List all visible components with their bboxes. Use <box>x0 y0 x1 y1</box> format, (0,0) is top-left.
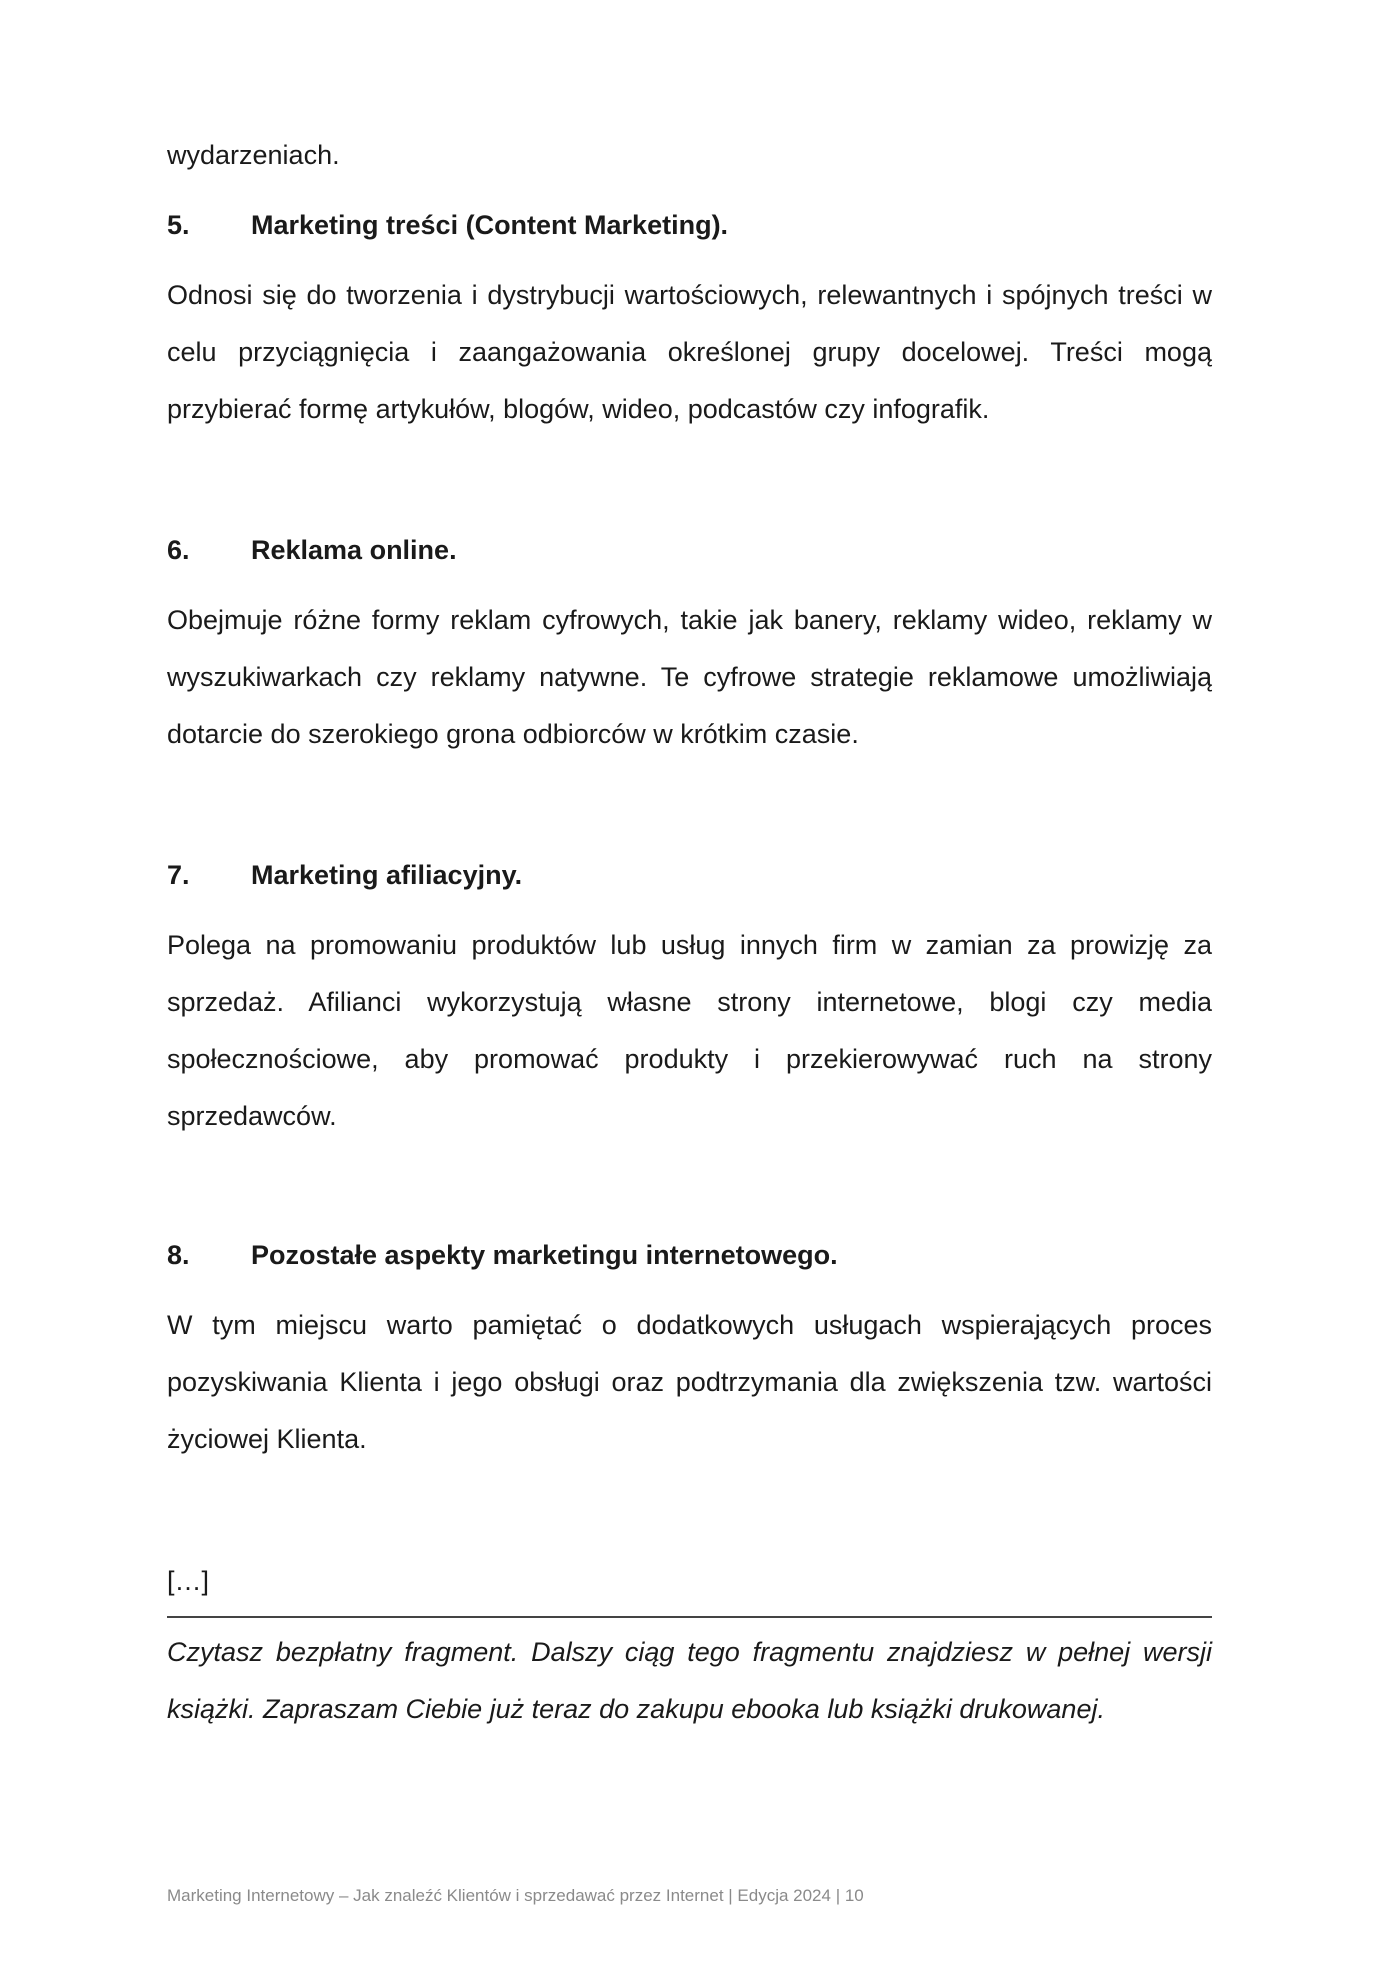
section-heading-5 <box>167 205 1212 245</box>
document-page <box>167 0 1212 1980</box>
section-body-7: Polega na promowaniu produktów lub usług innych firm w zamian za prowizję za sprzedaż. Afilianci wykorzystują własne strony internetowe, blogi czy media społecznościowe, aby promować produkty i przekierowywać ruch na strony sprzedawców. <box>167 930 1212 1131</box>
section-body-8: W tym miejscu warto pamiętać o dodatkowych usługach wspierających proces pozyskiwania Klienta i jego obsługi oraz podtrzymania dla zwiększenia tzw. wartości życiowej Klienta. <box>167 1310 1212 1454</box>
separator-line <box>167 1616 1212 1618</box>
section-title: Marketing treści (Content Marketing). <box>251 210 729 240</box>
section-heading-7 <box>167 855 1212 895</box>
section-heading-6 <box>167 530 1212 570</box>
omission-marker: […] <box>167 1566 210 1596</box>
section-number: 8. <box>167 1240 190 1270</box>
section-body-5: Odnosi się do tworzenia i dystrybucji wartościowych, relewantnych i spójnych treści w celu przyciągnięcia i zaangażowania określonej grupy docelowej. Treści mogą przybierać formę artykułów, blogów, wideo, podcastów czy infografik. <box>167 280 1212 424</box>
section-title: Marketing afiliacyjny. <box>251 860 523 890</box>
section-number: 6. <box>167 535 190 565</box>
section-number: 7. <box>167 860 190 890</box>
section-body-6: Obejmuje różne formy reklam cyfrowych, takie jak banery, reklamy wideo, reklamy w wyszukiwarkach czy reklamy natywne. Te cyfrowe strategie reklamowe umożliwiają dotarcie do szerokiego grona odbiorców w krótkim czasie. <box>167 605 1212 749</box>
section-heading-8 <box>167 1235 1212 1275</box>
free-fragment-notice: Czytasz bezpłatny fragment. Dalszy ciąg tego fragmentu znajdziesz w pełnej wersji książki. Zapraszam Ciebie już teraz do zakupu ebooka lub książki drukowanej. <box>167 1637 1212 1724</box>
page-footer: Marketing Internetowy – Jak znaleźć Klientów i sprzedawać przez Internet | Edycja 2024 | 10 <box>167 1886 864 1905</box>
section-title: Pozostałe aspekty marketingu internetowego. <box>251 1240 838 1270</box>
section-title: Reklama online. <box>251 535 457 565</box>
section-number: 5. <box>167 210 190 240</box>
continuation-text: wydarzeniach. <box>167 140 340 170</box>
